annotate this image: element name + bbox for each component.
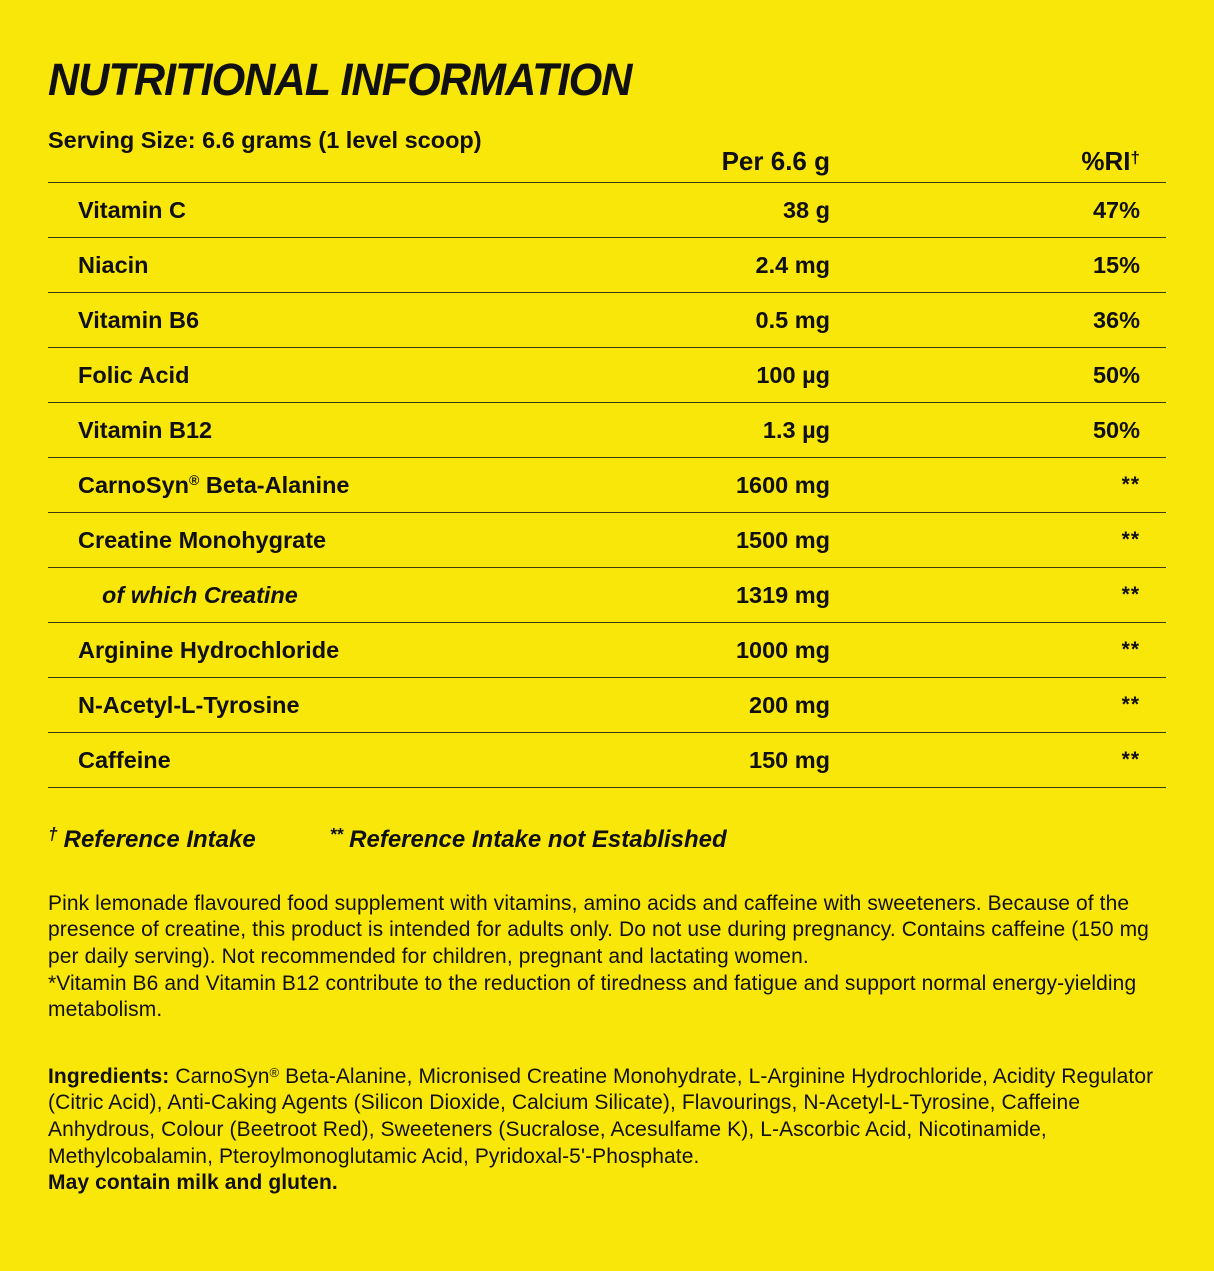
table-row xyxy=(48,292,1166,347)
ingredients-list xyxy=(48,1060,1166,1170)
description-vitamin-claim: *Vitamin B6 and Vitamin B12 contribute to the reduction of tiredness and fatigue and support normal energy-yielding metabolism. xyxy=(48,971,1137,1022)
nutrient-ri: ** xyxy=(1121,693,1140,716)
table-row xyxy=(48,182,1166,237)
nutrient-amount: 38 g xyxy=(782,196,830,223)
allergen-statement: May contain milk and gluten. xyxy=(48,1171,338,1195)
footnotes xyxy=(48,824,1166,855)
nutrient-ri: 50% xyxy=(1092,416,1140,443)
nutrient-name: Caffeine xyxy=(78,746,171,773)
nutrient-name xyxy=(48,472,508,499)
registered-trademark-symbol: ® xyxy=(269,1064,280,1080)
table-row xyxy=(48,402,1166,457)
footnote-reference-intake xyxy=(48,824,256,855)
page-title: NUTRITIONAL INFORMATION xyxy=(48,54,632,105)
nutrient-amount: 1319 mg xyxy=(735,581,830,608)
brand-name: CarnoSyn xyxy=(78,471,189,498)
nutrient-amount: 200 mg xyxy=(749,691,830,718)
nutrient-name: Vitamin B12 xyxy=(78,416,213,443)
ingredients-label: Ingredients: xyxy=(48,1064,170,1088)
nutrient-ri: ** xyxy=(1121,638,1140,661)
table-row xyxy=(48,237,1166,292)
nutrient-name: of which Creatine xyxy=(102,581,298,608)
nutrient-name: Vitamin C xyxy=(78,196,186,223)
table-header-row xyxy=(48,128,1166,182)
label-sheet xyxy=(0,54,1214,1197)
nutrient-name-rest: Beta-Alanine xyxy=(199,471,350,498)
ingredients-text: Beta-Alanine, Micronised Creatine Monohydrate, L-Arginine Hydrochloride, Acidity Regulator (Citric Acid), Anti-Caking Agents (Silicon Dioxide, Calcium Silicate), Flavourings, N-Acetyl-L-Tyrosine, Caffeine Anhydrous, Colour (Beetroot Red), Sweeteners (Sucralose, Acesulfame K), L-Ascorbic Acid, Nicotinamide, Methylcobalamin, Pteroylmonoglutamic Acid, Pyridoxal-5'-Phosphate. xyxy=(48,1064,1154,1168)
nutrient-ri: ** xyxy=(1121,473,1140,496)
nutrient-name: Niacin xyxy=(78,251,149,278)
nutrient-name: Folic Acid xyxy=(78,361,190,388)
nutrient-ri: ** xyxy=(1121,748,1140,771)
table-row xyxy=(48,677,1166,732)
nutrient-ri: 36% xyxy=(1092,306,1140,333)
nutrition-table xyxy=(48,128,1166,788)
double-asterisk-symbol: ** xyxy=(329,824,344,844)
nutrient-ri: 15% xyxy=(1092,251,1140,278)
ri-header-text: %RI xyxy=(1081,146,1131,176)
nutrient-amount: 1500 mg xyxy=(735,526,830,553)
table-row xyxy=(48,512,1166,567)
dagger-symbol: † xyxy=(1130,148,1140,167)
registered-trademark-symbol: ® xyxy=(189,471,200,488)
footnote-not-established xyxy=(330,824,727,855)
nutrient-amount: 1000 mg xyxy=(735,636,830,663)
nutrient-amount: 150 mg xyxy=(749,746,830,773)
brand-name: CarnoSyn xyxy=(169,1064,270,1088)
nutrient-name: Arginine Hydrochloride xyxy=(78,636,340,663)
table-row xyxy=(48,347,1166,402)
column-header-ri xyxy=(830,148,1166,182)
nutrient-amount: 1.3 µg xyxy=(762,416,830,443)
ingredients-block xyxy=(48,1060,1166,1197)
table-row xyxy=(48,622,1166,677)
nutrient-ri: ** xyxy=(1121,528,1140,551)
nutrient-amount: 2.4 mg xyxy=(755,251,830,278)
nutrient-amount: 100 µg xyxy=(756,361,830,388)
table-subrow xyxy=(48,567,1166,622)
nutrient-ri: ** xyxy=(1121,583,1140,606)
nutrient-ri: 47% xyxy=(1092,196,1140,223)
nutrient-name: Vitamin B6 xyxy=(78,306,200,333)
nutrient-ri: 50% xyxy=(1092,361,1140,388)
serving-size-text: Serving Size: 6.6 grams (1 level scoop) xyxy=(48,127,482,153)
nutrient-amount: 1600 mg xyxy=(735,471,830,498)
dagger-symbol: † xyxy=(48,824,58,844)
nutrient-name: Creatine Monohygrate xyxy=(78,526,327,553)
description-main: Pink lemonade flavoured food supplement with vitamins, amino acids and caffeine with sweeteners. Because of the presence of creatine, this product is intended for adults only. Do not use during pregnancy. Contains caffeine (150 mg per daily serving). Not recommended for children, pregnant and lactating women. xyxy=(48,891,1149,968)
column-header-amount: Per 6.6 g xyxy=(721,146,830,176)
table-row xyxy=(48,457,1166,512)
nutrient-amount: 0.5 mg xyxy=(755,306,830,333)
product-description xyxy=(48,891,1166,1024)
footnote-text: Reference Intake xyxy=(63,826,256,853)
table-row xyxy=(48,732,1166,787)
nutrient-name: N-Acetyl-L-Tyrosine xyxy=(78,691,300,718)
footnote-text: Reference Intake not Established xyxy=(349,826,727,853)
